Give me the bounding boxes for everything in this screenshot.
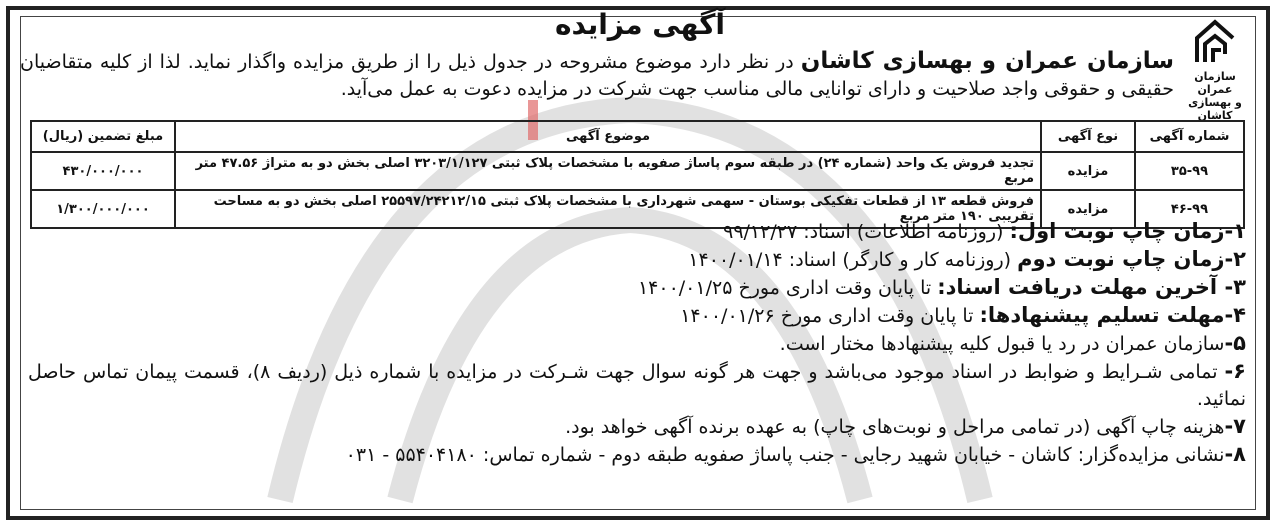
header-number: شماره آگهی bbox=[1135, 121, 1244, 152]
item-label: زمان چاپ نوبت دوم bbox=[1017, 247, 1225, 271]
row-number: ۳۵-۹۹ bbox=[1135, 152, 1244, 190]
item-label: زمان چاپ نوبت اول: bbox=[1009, 219, 1225, 243]
item-number: ۵- bbox=[1224, 331, 1246, 355]
item-number: ۳- bbox=[1217, 275, 1246, 299]
item-number: ۶- bbox=[1224, 359, 1246, 383]
row-subject: فروش قطعه ۱۳ از قطعات تفکیکی بوستان - سهمی شهرداری با مشخصات پلاک ثبتی ۲۵۵۹۷/۲۴۲۱۲/۱۵ اصلی بخش دو به مساحت تقریبی ۱۹۰ متر مربع bbox=[175, 190, 1041, 228]
row-subject: تجدید فروش یک واحد (شماره ۲۴) در طبقه سوم پاساژ صفویه با مشخصات پلاک ثبتی ۳۲۰۳/۱/۱۲۷ اصلی بخش دو به متراژ ۴۷.۵۶ متر مربع bbox=[175, 152, 1041, 190]
list-item bbox=[28, 218, 1246, 246]
item-text: نشانی مزایده‌گزار: کاشان - خیابان شهید رجایی - جنب پاساژ صفویه طبقه دوم - شماره تماس: ۵۵۴۰۴۱۸۰ - ۰۳۱ bbox=[345, 444, 1225, 466]
header-amount: مبلغ تضمین (ریال) bbox=[31, 121, 175, 152]
logo-caption-line-1: سازمان عمران bbox=[1194, 70, 1236, 96]
list-item bbox=[28, 413, 1246, 441]
table-header-row bbox=[31, 121, 1244, 152]
logo-caption bbox=[1180, 70, 1250, 122]
item-text: تمامی شـرایط و ضوابط در اسناد موجود می‌باشد و جهت هر گونه سوال جهت شـرکت در مزایده با شماره ذیل (ردیف ۸)، قسمت پیمان تماس حاصل نمائید. bbox=[28, 361, 1246, 410]
list-item bbox=[28, 358, 1246, 413]
list-item bbox=[28, 274, 1246, 302]
organization-name: سازمان عمران و بهسازی کاشان bbox=[800, 48, 1175, 74]
row-amount: ۱/۳۰۰/۰۰۰/۰۰۰ bbox=[31, 190, 175, 228]
row-type: مزایده bbox=[1041, 152, 1135, 190]
item-text: (روزنامه کار و کارگر) اسناد: ۱۴۰۰/۰۱/۱۴ bbox=[688, 249, 1018, 271]
item-number: ۸- bbox=[1224, 442, 1246, 466]
item-label: آخرین مهلت دریافت اسناد: bbox=[937, 275, 1218, 299]
item-number: ۴- bbox=[1224, 303, 1246, 327]
list-item bbox=[28, 246, 1246, 274]
notice-header bbox=[20, 8, 1260, 122]
header-type: نوع آگهی bbox=[1041, 121, 1135, 152]
row-type: مزایده bbox=[1041, 190, 1135, 228]
item-text: تا پایان وقت اداری مورخ ۱۴۰۰/۰۱/۲۶ bbox=[680, 305, 980, 327]
item-text: سازمان عمران در رد یا قبول کلیه پیشنهادها مختار است. bbox=[779, 333, 1225, 355]
header-subject: موضوع آگهی bbox=[175, 121, 1041, 152]
table-row bbox=[31, 152, 1244, 190]
item-text: تا پایان وقت اداری مورخ ۱۴۰۰/۰۱/۲۵ bbox=[637, 277, 938, 299]
row-number: ۴۶-۹۹ bbox=[1135, 190, 1244, 228]
list-item bbox=[28, 302, 1246, 330]
item-number: ۱- bbox=[1224, 219, 1246, 243]
item-label: مهلت تسلیم پیشنهادها: bbox=[979, 303, 1225, 327]
list-item bbox=[28, 330, 1246, 358]
notice-title: آگهی مزایده bbox=[554, 8, 725, 41]
row-amount: ۴۳۰/۰۰۰/۰۰۰ bbox=[31, 152, 175, 190]
intro-text: در نظر دارد موضوع مشروحه در جدول ذیل را از طریق مزایده واگذار نماید. لذا از کلیه متقاضیان حقیقی و حقوقی واجد صلاحیت و دارای توانایی مالی مناسب جهت شرکت در مزایده دعوت به عمل می‌آید. bbox=[20, 51, 1174, 100]
item-number: ۷- bbox=[1224, 414, 1246, 438]
auction-table bbox=[30, 120, 1245, 229]
conditions-list bbox=[28, 218, 1246, 469]
intro-paragraph bbox=[20, 48, 1174, 103]
item-text: هزینه چاپ آگهی (در تمامی مراحل و نوبت‌های چاپ) به عهده برنده آگهی خواهد بود. bbox=[565, 416, 1225, 438]
item-number: ۲- bbox=[1224, 247, 1246, 271]
item-text: (روزنامه اطلاعات) اسناد: ۹۹/۱۲/۲۷ bbox=[723, 221, 1010, 243]
logo-caption-line-2: و بهسازی کاشان bbox=[1188, 96, 1242, 122]
list-item bbox=[28, 441, 1246, 469]
